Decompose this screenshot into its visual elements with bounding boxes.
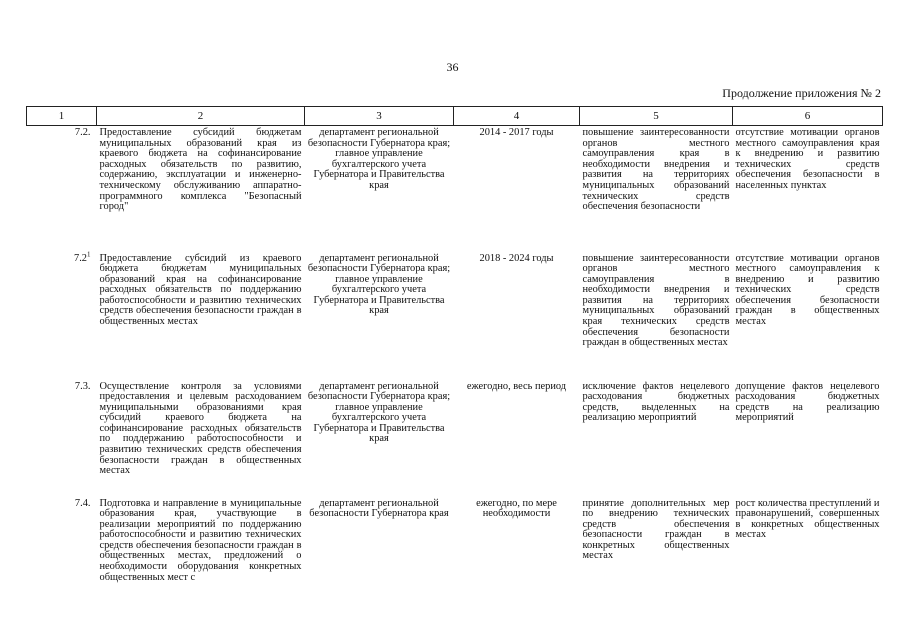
responsible-executor: департамент региональной безопасности Губернатора края; главное управление бухгалтерского учета Губернатора и Правительства края <box>307 127 451 191</box>
row-number <box>27 380 97 497</box>
expected-result: исключение фактов нецелевого расходования бюджетных средств, выделенных на реализацию мероприятий <box>582 380 730 424</box>
row-number-text: 7.4. <box>74 497 91 509</box>
implementation-term: ежегодно, по мере необходимости <box>476 497 557 520</box>
responsible-executor: департамент региональной безопасности Губернатора края; главное управление бухгалтерского учета Губернатора и Правительства края <box>307 252 451 317</box>
header-row <box>27 107 883 126</box>
header-cell-6: 6 <box>733 107 883 126</box>
header-cell-4: 4 <box>454 107 580 126</box>
header-cell-2: 2 <box>97 107 305 126</box>
non-implementation-consequence: рост количества преступлений и правонарушений, совершенных в конкретных общественных местах <box>735 497 880 541</box>
measure-description: Осуществление контроля за условиями предоставления и целевым расходованием муниципальными образованиями края субсидий краевого бюджета на софинансирование расходных обязательств по поддержанию работоспособности и развитию технических средств обеспечения безопасности граждан в общественных местах <box>99 380 302 477</box>
table-row <box>27 497 883 607</box>
measure-description: Предоставление субсидий бюджетам муниципальных образований края из краевого бюджета на софинансирование расходных обязательств по развитию, содержанию, эксплуатации и инженерно-техническому обслуживанию аппаратно-программного комплекса "Безопасный город" <box>99 127 302 213</box>
non-implementation-consequence: отсутствие мотивации органов местного самоуправления к внедрению и развитию технических средств обеспечения безопасности граждан в общественных местах <box>735 252 880 328</box>
header-cell-1: 1 <box>27 107 97 126</box>
header-cell-5: 5 <box>580 107 733 126</box>
table-row <box>27 380 883 497</box>
row-number-text: 7.2. <box>74 127 91 138</box>
expected-result: принятие дополнительных мер по внедрению технических средств обеспечения безопасности граждан в конкретных общественных местах <box>582 497 730 562</box>
row-number-superscript: 1 <box>87 250 91 259</box>
measures-table <box>26 106 883 607</box>
page-number: 36 <box>446 60 459 74</box>
expected-result: повышение заинтересованности органов местного самоуправления в необходимости внедрения и развития на территориях муниципальных образований края технических средств обеспечения безопасности граждан в общественных местах <box>582 252 730 349</box>
expected-result: повышение заинтересованности органов местного самоуправления края в необходимости внедрения и развития на территориях муниципальных образований технических средств обеспечения безопасности <box>582 127 730 213</box>
row-number-text: 7.2 <box>74 252 87 264</box>
row-number <box>27 252 97 380</box>
table-row <box>27 126 883 252</box>
responsible-executor: департамент региональной безопасности Губернатора края; главное управление бухгалтерского учета Губернатора и Правительства края <box>307 380 451 445</box>
row-number <box>27 497 97 607</box>
measure-description: Предоставление субсидий из краевого бюджета бюджетам муниципальных образований края на софинансирование расходных обязательств по поддержанию работоспособности и развитию технических средств обеспечения безопасности граждан в общественных местах <box>99 252 302 328</box>
non-implementation-consequence: допущение фактов нецелевого расходования бюджетных средств на реализацию мероприятий <box>735 380 880 424</box>
non-implementation-consequence: отсутствие мотивации органов местного самоуправления края к внедрению и развитию технических средств обеспечения безопасности в населенных пунктах <box>735 127 880 191</box>
implementation-term: 2018 - 2024 годы <box>479 252 554 264</box>
table-body <box>27 126 883 607</box>
row-number-text: 7.3. <box>74 380 91 392</box>
table-header <box>27 107 883 126</box>
implementation-term: ежегодно, весь период <box>466 380 567 392</box>
table-row <box>27 252 883 380</box>
measure-description: Подготовка и направление в муниципальные образования края, участвующие в реализации мероприятий по поддержанию работоспособности и развитию технических средств обеспечения безопасности граждан в общественных местах, предложений о необходимости оборудования конкретных общественных мест с <box>99 497 302 583</box>
implementation-term: 2014 - 2017 годы <box>479 127 554 138</box>
row-number <box>27 126 97 252</box>
responsible-executor: департамент региональной безопасности Губернатора края <box>309 497 449 520</box>
header-cell-3: 3 <box>305 107 454 126</box>
appendix-continuation-note: Продолжение приложения № 2 <box>722 86 881 100</box>
